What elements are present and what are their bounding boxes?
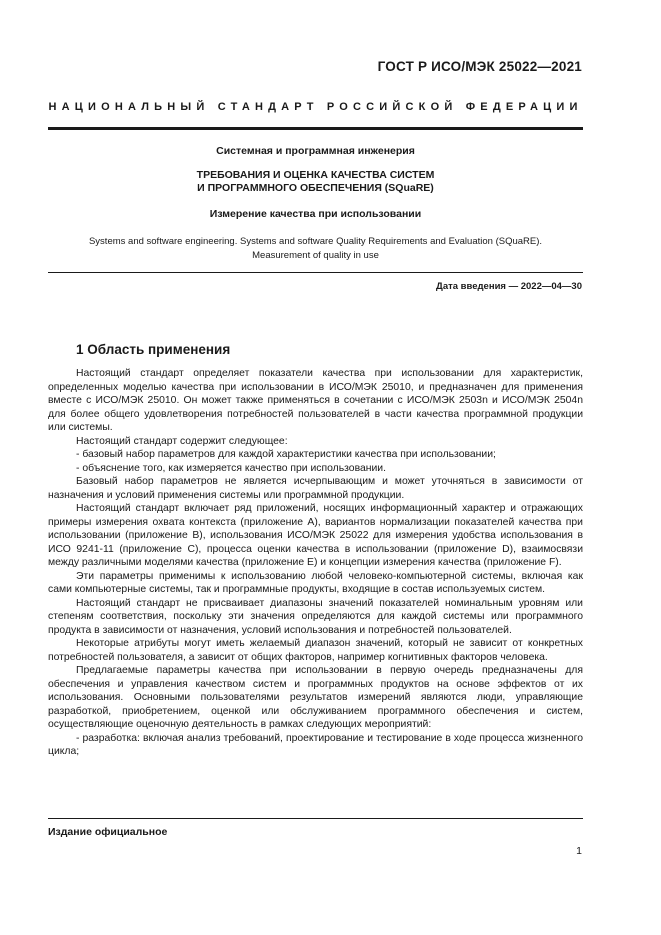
section-heading: 1 Область применения xyxy=(76,342,231,357)
list-item: - объяснение того, как измеряется качество при использовании. xyxy=(76,462,386,474)
paragraph: Некоторые атрибуты могут иметь желаемый диапазон значений, который не зависит от конкретных потребностей пользователя, а зависит от общих факторов, например когнитивных факторов человека. xyxy=(48,638,583,663)
paragraph: Базовый набор параметров не является исчерпывающим и может уточняться в зависимости от назначения и условий применения системы или программной продукции. xyxy=(48,476,583,501)
official-edition-label: Издание официальное xyxy=(48,826,168,838)
main-title xyxy=(48,169,583,195)
paragraph: Настоящий стандарт содержит следующее: xyxy=(76,435,288,447)
part-title: Измерение качества при использовании xyxy=(209,208,422,220)
paragraph: Эти параметры применимы к использованию любой человеко-компьютерной системы, включая как сами компьютерные системы, так и программные продукты, входящие в состав используемых систем. xyxy=(48,570,583,595)
footer-divider xyxy=(48,818,583,819)
english-title xyxy=(48,235,583,262)
main-title-line-1: ТРЕБОВАНИЯ И ОЦЕНКА КАЧЕСТВА СИСТЕМ xyxy=(196,169,435,181)
section-body xyxy=(48,367,583,759)
main-title-line-2: И ПРОГРАММНОГО ОБЕСПЕЧЕНИЯ (SQuaRE) xyxy=(197,182,434,194)
national-standard-title: НАЦИОНАЛЬНЫЙ СТАНДАРТ РОССИЙСКОЙ ФЕДЕРАЦИИ xyxy=(48,101,583,113)
paragraph: Настоящий стандарт включает ряд приложений, носящих информационный характер и отражающих примеры измерения охвата контекста (приложение А), вариантов нормализации показателей качества при использовании (приложение B), использования ИСО/МЭК 25022 для измерения удобства использования в ИСО 9241-11 (приложение C), процесса оценки качества в использовании (приложение D), взаимосвязи между различными моделями качества (приложение E) и концепции измерения качества (приложение F). xyxy=(48,503,583,568)
paragraph: Предлагаемые параметры качества при использовании в первую очередь предназначены для обеспечения и управления качеством систем и программных продуктов на основе эффектов от их использования. Основными пользователями результатов измерений являются люди, управляющие разработкой, приобретением, оценкой или обслуживанием программного обеспечения и систем, осуществляющие оценочную деятельность в рамках следующих мероприятий: xyxy=(48,665,583,730)
english-title-line-2: Measurement of quality in use xyxy=(252,249,379,261)
english-title-line-1: Systems and software engineering. Systems and software Quality Requirements and Evaluation (SQuaRE). xyxy=(88,236,543,247)
paragraph: Настоящий стандарт определяет показатели качества при использовании для характеристик, определенных моделью качества при использовании в ИСО/МЭК 25010, и предназначен для применения вместе с ИСО/МЭК 25010. Он может также применяться в сочетании с ИСО/МЭК 2503n и ИСО/МЭК 2504n для более общего удовлетворения потребностей пользователей в части качества программной продукции или системы. xyxy=(48,368,583,433)
series-title: Системная и программная инженерия xyxy=(216,145,415,157)
list-item: - разработка: включая анализ требований, проектирование и тестирование в ходе процесса жизненного цикла; xyxy=(48,732,583,757)
list-item: - базовый набор параметров для каждой характеристики качества при использовании; xyxy=(76,449,496,460)
header-divider xyxy=(48,127,583,130)
page-number: 1 xyxy=(576,845,582,857)
paragraph: Настоящий стандарт не присваивает диапазоны значений показателей номинальным уровням или степеням соответствия, поскольку эти значения определяются для каждой системы или программного продукта в зависимости от назначения, условий использования и потребностей пользователей. xyxy=(48,597,583,636)
title-divider xyxy=(48,272,583,273)
introduction-date: Дата введения — 2022—04—30 xyxy=(436,281,582,292)
standard-number: ГОСТ Р ИСО/МЭК 25022—2021 xyxy=(377,59,582,74)
